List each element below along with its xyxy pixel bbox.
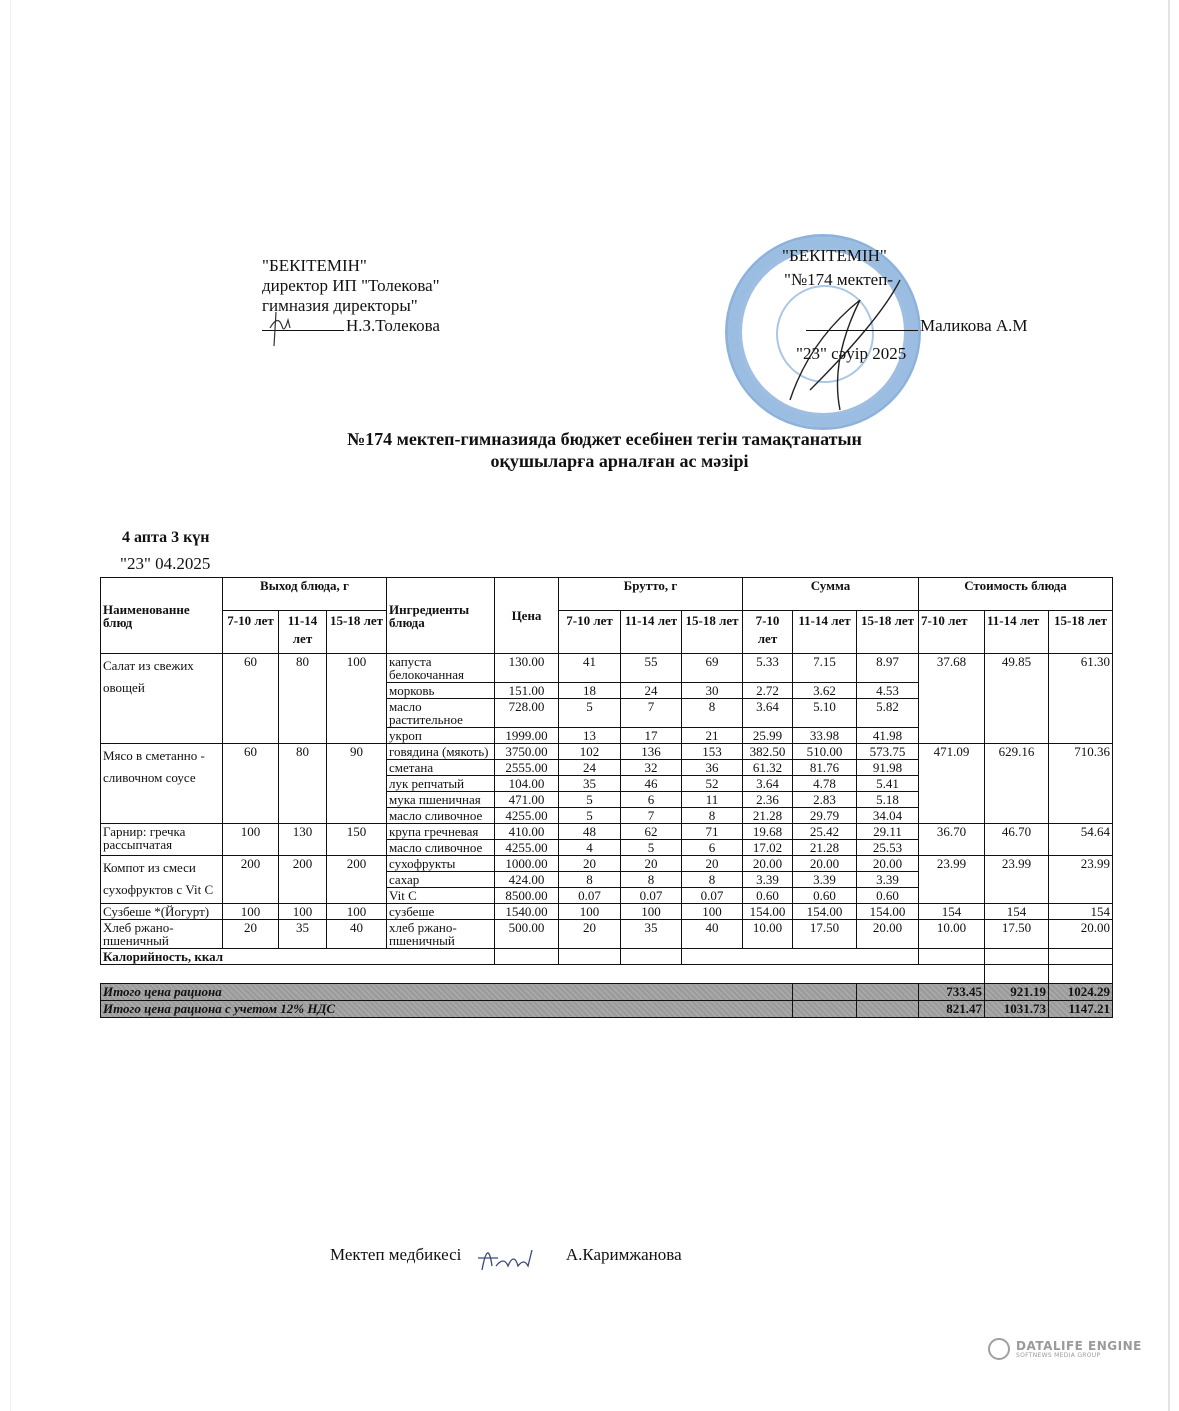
ingredient-brutto: 36 [682,760,743,776]
ingredient-sum: 3.39 [793,872,857,888]
calories-cell [559,949,621,965]
header-age: 7-10 лет [223,611,279,654]
signature-line [806,318,918,331]
ingredient-sum: 3.39 [857,872,919,888]
dish-yield: 40 [327,920,387,949]
ingredient-brutto: 100 [682,904,743,920]
ingredient-name: крупа гречневая [387,824,495,840]
dish-cost: 629.16 [985,744,1049,824]
header-age: 7-10 лет [559,611,621,654]
dish-cost: 37.68 [919,654,985,744]
dish-cost: 10.00 [919,920,985,949]
ingredient-name: сухофрукты [387,856,495,872]
ingredient-sum: 21.28 [793,840,857,856]
ingredient-brutto: 13 [559,728,621,744]
ingredient-sum: 0.60 [793,888,857,904]
ingredient-brutto: 52 [682,776,743,792]
ingredient-brutto: 35 [559,776,621,792]
ingredient-price: 1540.00 [495,904,559,920]
header-brutto: Брутто, г [559,578,743,611]
ingredient-price: 2555.00 [495,760,559,776]
ingredient-price: 8500.00 [495,888,559,904]
approval-signature-row [806,316,1028,336]
calories-cell [621,949,682,965]
ingredient-brutto: 55 [621,654,682,683]
signature-line [262,318,344,331]
ingredient-sum: 0.60 [857,888,919,904]
nurse-name: А.Каримжанова [565,1244,682,1264]
dish-cost: 154 [1049,904,1113,920]
table-subheader-row [101,611,1113,654]
ingredient-brutto: 102 [559,744,621,760]
ingredient-brutto: 62 [621,824,682,840]
ingredient-sum: 5.10 [793,699,857,728]
watermark [988,1338,1142,1360]
ingredient-brutto: 20 [682,856,743,872]
total-blank [793,1001,857,1018]
header-age: 11-14 лет [793,611,857,654]
signature-icon [466,1236,562,1276]
ingredient-brutto: 8 [559,872,621,888]
ingredient-sum: 5.33 [743,654,793,683]
header-ingredients: Ингредиенты блюда [387,578,495,654]
ingredient-sum: 4.78 [793,776,857,792]
ingredient-price: 151.00 [495,683,559,699]
ingredient-sum: 10.00 [743,920,793,949]
ingredient-price: 1999.00 [495,728,559,744]
ingredient-name: масло растительное [387,699,495,728]
approval-date: "23" сәуір 2025 [796,344,907,363]
total-vat-value: 821.47 [919,1001,985,1018]
approval-signature-row [262,316,440,336]
ingredient-price: 4255.00 [495,840,559,856]
dish-yield: 100 [279,904,327,920]
ingredient-brutto: 32 [621,760,682,776]
table-row [101,856,1113,872]
table-row [101,920,1113,949]
ingredient-name: хлеб ржано-пшеничный [387,920,495,949]
total-row [101,984,1113,1001]
dish-cost: 20.00 [1049,920,1113,949]
blank-row [101,965,1113,984]
ingredient-sum: 29.79 [793,808,857,824]
dish-yield: 100 [327,904,387,920]
ingredient-sum: 20.00 [857,920,919,949]
ingredient-sum: 2.36 [743,792,793,808]
title-line: оқушыларға арналған ас мәзірі [490,451,749,471]
ingredient-sum: 33.98 [793,728,857,744]
ingredient-sum: 8.97 [857,654,919,683]
page-edge [1168,0,1170,1411]
total-blank [857,1001,919,1018]
ingredient-brutto: 69 [682,654,743,683]
calories-cell [682,949,919,965]
dish-yield: 60 [223,744,279,824]
document-title [0,428,1179,472]
ingredient-brutto: 153 [682,744,743,760]
ingredient-brutto: 41 [559,654,621,683]
ingredient-sum: 573.75 [857,744,919,760]
ingredient-sum: 91.98 [857,760,919,776]
approval-block-left [262,256,440,336]
ingredient-name: сметана [387,760,495,776]
table-row [101,744,1113,760]
ingredient-sum: 25.99 [743,728,793,744]
table-header-row [101,578,1113,611]
ingredient-brutto: 24 [621,683,682,699]
ingredient-sum: 154.00 [857,904,919,920]
ingredient-brutto: 100 [621,904,682,920]
dish-yield: 80 [279,744,327,824]
ingredient-price: 728.00 [495,699,559,728]
approval-block-right [720,240,1080,440]
ingredient-sum: 154.00 [743,904,793,920]
ingredient-brutto: 11 [682,792,743,808]
ingredient-sum: 3.39 [743,872,793,888]
dish-yield: 60 [223,654,279,744]
blank-cell [101,965,985,984]
ingredient-brutto: 136 [621,744,682,760]
ingredient-sum: 81.76 [793,760,857,776]
ingredient-name: сузбеше [387,904,495,920]
header-age: 11-14 лет [621,611,682,654]
ingredient-sum: 0.60 [743,888,793,904]
ingredient-sum: 154.00 [793,904,857,920]
ingredient-sum: 29.11 [857,824,919,840]
blank-cell [985,965,1049,984]
header-yield: Выход блюда, г [223,578,387,611]
ingredient-price: 410.00 [495,824,559,840]
dish-yield: 150 [327,824,387,856]
ingredient-sum: 5.41 [857,776,919,792]
dish-yield: 100 [223,904,279,920]
header-age: 15-18 лет [327,611,387,654]
ingredient-sum: 3.62 [793,683,857,699]
week-day-label: 4 апта 3 күн [122,529,210,546]
approval-heading: "БЕКІТЕМІН" [782,246,887,265]
dish-cost: 61.30 [1049,654,1113,744]
dish-yield: 80 [279,654,327,744]
ingredient-sum: 20.00 [793,856,857,872]
ingredient-brutto: 8 [682,699,743,728]
page-edge [10,0,11,1411]
ingredient-brutto: 5 [559,808,621,824]
dish-cost: 154 [919,904,985,920]
header-age: 7-10 лет [919,611,985,654]
dish-yield: 35 [279,920,327,949]
total-vat-row [101,1001,1113,1018]
header-age: 7-10 лет [743,611,793,654]
total-vat-label: Итого цена рациона с учетом 12% НДС [101,1001,793,1018]
menu-table [100,577,1113,1018]
ingredient-brutto: 48 [559,824,621,840]
ingredient-name: масло сливочное [387,808,495,824]
table-row [101,904,1113,920]
ingredient-brutto: 20 [559,920,621,949]
ingredient-price: 1000.00 [495,856,559,872]
ingredient-name: лук репчатый [387,776,495,792]
approval-line: гимназия директоры" [262,296,418,315]
ingredient-name: мука пшеничная [387,792,495,808]
total-label: Итого цена рациона [101,984,793,1001]
header-sum: Сумма [743,578,919,611]
table-row [101,654,1113,683]
ingredient-sum: 5.18 [857,792,919,808]
ingredient-brutto: 6 [621,792,682,808]
ingredient-name: морковь [387,683,495,699]
ingredient-brutto: 5 [559,792,621,808]
dish-name: Сузбеше *(Йогурт) [101,904,223,920]
nurse-signature-block [330,1236,682,1276]
total-blank [857,984,919,1001]
header-dish-name: Наименованне блюд [101,578,223,654]
dish-yield: 100 [327,654,387,744]
ingredient-brutto: 7 [621,808,682,824]
ingredient-sum: 2.83 [793,792,857,808]
total-value: 733.45 [919,984,985,1001]
dish-name: Компот из смеси сухофруктов с Vit C [101,856,223,904]
dish-cost: 23.99 [1049,856,1113,904]
ingredient-brutto: 20 [621,856,682,872]
ingredient-price: 130.00 [495,654,559,683]
total-vat-value: 1147.21 [1049,1001,1113,1018]
total-value: 1024.29 [1049,984,1113,1001]
ingredient-brutto: 0.07 [682,888,743,904]
calories-row [101,949,1113,965]
ingredient-price: 104.00 [495,776,559,792]
ingredient-brutto: 5 [621,840,682,856]
header-age: 11-14 лет [985,611,1049,654]
dish-name: Мясо в сметанно - сливочном соусе [101,744,223,824]
ingredient-name: капуста белокочанная [387,654,495,683]
ingredient-sum: 20.00 [743,856,793,872]
ingredient-sum: 5.82 [857,699,919,728]
calories-cell [985,949,1049,965]
approval-heading: "БЕКІТЕМІН" [262,256,367,275]
ingredient-price: 3750.00 [495,744,559,760]
ingredient-sum: 382.50 [743,744,793,760]
ingredient-sum: 3.64 [743,776,793,792]
ingredient-price: 4255.00 [495,808,559,824]
menu-date: "23" 04.2025 [120,554,211,573]
ingredient-sum: 41.98 [857,728,919,744]
ingredient-brutto: 20 [559,856,621,872]
dish-cost: 17.50 [985,920,1049,949]
calories-label: Калорийность, ккал [101,949,495,965]
ingredient-sum: 25.42 [793,824,857,840]
table-body [101,654,1113,949]
ingredient-brutto: 30 [682,683,743,699]
calories-cell [495,949,559,965]
signature-icon [268,308,298,348]
ingredient-brutto: 100 [559,904,621,920]
header-cost: Стоимость блюда [919,578,1113,611]
approval-signatory: Н.З.Толекова [346,316,440,335]
ingredient-brutto: 18 [559,683,621,699]
ingredient-brutto: 8 [621,872,682,888]
ingredient-price: 471.00 [495,792,559,808]
dish-cost: 36.70 [919,824,985,856]
ingredient-sum: 2.72 [743,683,793,699]
calories-cell [919,949,985,965]
ingredient-sum: 17.50 [793,920,857,949]
dish-name: Гарнир: гречка рассыпчатая [101,824,223,856]
calories-cell [1049,949,1113,965]
dish-cost: 54.64 [1049,824,1113,856]
ingredient-brutto: 0.07 [621,888,682,904]
header-age: 15-18 лет [682,611,743,654]
ingredient-brutto: 40 [682,920,743,949]
ingredient-sum: 61.32 [743,760,793,776]
ingredient-name: масло сливочное [387,840,495,856]
ingredient-sum: 17.02 [743,840,793,856]
dish-cost: 49.85 [985,654,1049,744]
dish-yield: 200 [279,856,327,904]
dish-yield: 20 [223,920,279,949]
ingredient-price: 500.00 [495,920,559,949]
header-age: 11-14 лет [279,611,327,654]
ingredient-brutto: 8 [682,808,743,824]
total-blank [793,984,857,1001]
dish-cost: 471.09 [919,744,985,824]
ingredient-sum: 3.64 [743,699,793,728]
dish-yield: 200 [223,856,279,904]
title-line: №174 мектеп-гимназияда бюджет есебінен тегін тамақтанатын [347,429,862,449]
ingredient-brutto: 35 [621,920,682,949]
ingredient-sum: 7.15 [793,654,857,683]
total-vat-value: 1031.73 [985,1001,1049,1018]
ingredient-name: Vit C [387,888,495,904]
dish-cost: 23.99 [985,856,1049,904]
ingredient-sum: 20.00 [857,856,919,872]
ingredient-sum: 19.68 [743,824,793,840]
ingredient-brutto: 7 [621,699,682,728]
ingredient-brutto: 17 [621,728,682,744]
datalife-logo-icon [988,1338,1010,1360]
table-row [101,824,1113,840]
dish-name: Салат из свежих овощей [101,654,223,744]
nurse-label: Мектеп медбикесі [330,1244,462,1264]
approval-line: "№174 мектеп- [784,270,893,289]
ingredient-sum: 4.53 [857,683,919,699]
dish-name: Хлеб ржано-пшеничный [101,920,223,949]
ingredient-sum: 21.28 [743,808,793,824]
total-value: 921.19 [985,984,1049,1001]
dish-cost: 154 [985,904,1049,920]
ingredient-sum: 510.00 [793,744,857,760]
blank-cell [1049,965,1113,984]
ingredient-brutto: 6 [682,840,743,856]
approval-signatory: Маликова А.М [920,316,1028,335]
approval-line: директор ИП "Толекова" [262,276,440,295]
dish-yield: 100 [223,824,279,856]
dish-yield: 130 [279,824,327,856]
dish-cost: 46.70 [985,824,1049,856]
ingredient-brutto: 0.07 [559,888,621,904]
ingredient-price: 424.00 [495,872,559,888]
ingredient-name: укроп [387,728,495,744]
watermark-title: DATALIFE ENGINE [1016,1338,1142,1353]
dish-cost: 23.99 [919,856,985,904]
header-price: Цена [495,578,559,654]
ingredient-name: сахар [387,872,495,888]
ingredient-brutto: 5 [559,699,621,728]
ingredient-sum: 25.53 [857,840,919,856]
ingredient-sum: 34.04 [857,808,919,824]
ingredient-brutto: 4 [559,840,621,856]
ingredient-brutto: 21 [682,728,743,744]
ingredient-brutto: 46 [621,776,682,792]
ingredient-brutto: 8 [682,872,743,888]
watermark-subtitle: SOFTNEWS MEDIA GROUP [1016,1351,1101,1359]
header-age: 15-18 лет [857,611,919,654]
dish-yield: 200 [327,856,387,904]
dish-yield: 90 [327,744,387,824]
ingredient-brutto: 24 [559,760,621,776]
ingredient-brutto: 71 [682,824,743,840]
table-footer [101,949,1113,1018]
dish-cost: 710.36 [1049,744,1113,824]
ingredient-name: говядина (мякоть) [387,744,495,760]
header-age: 15-18 лет [1049,611,1113,654]
